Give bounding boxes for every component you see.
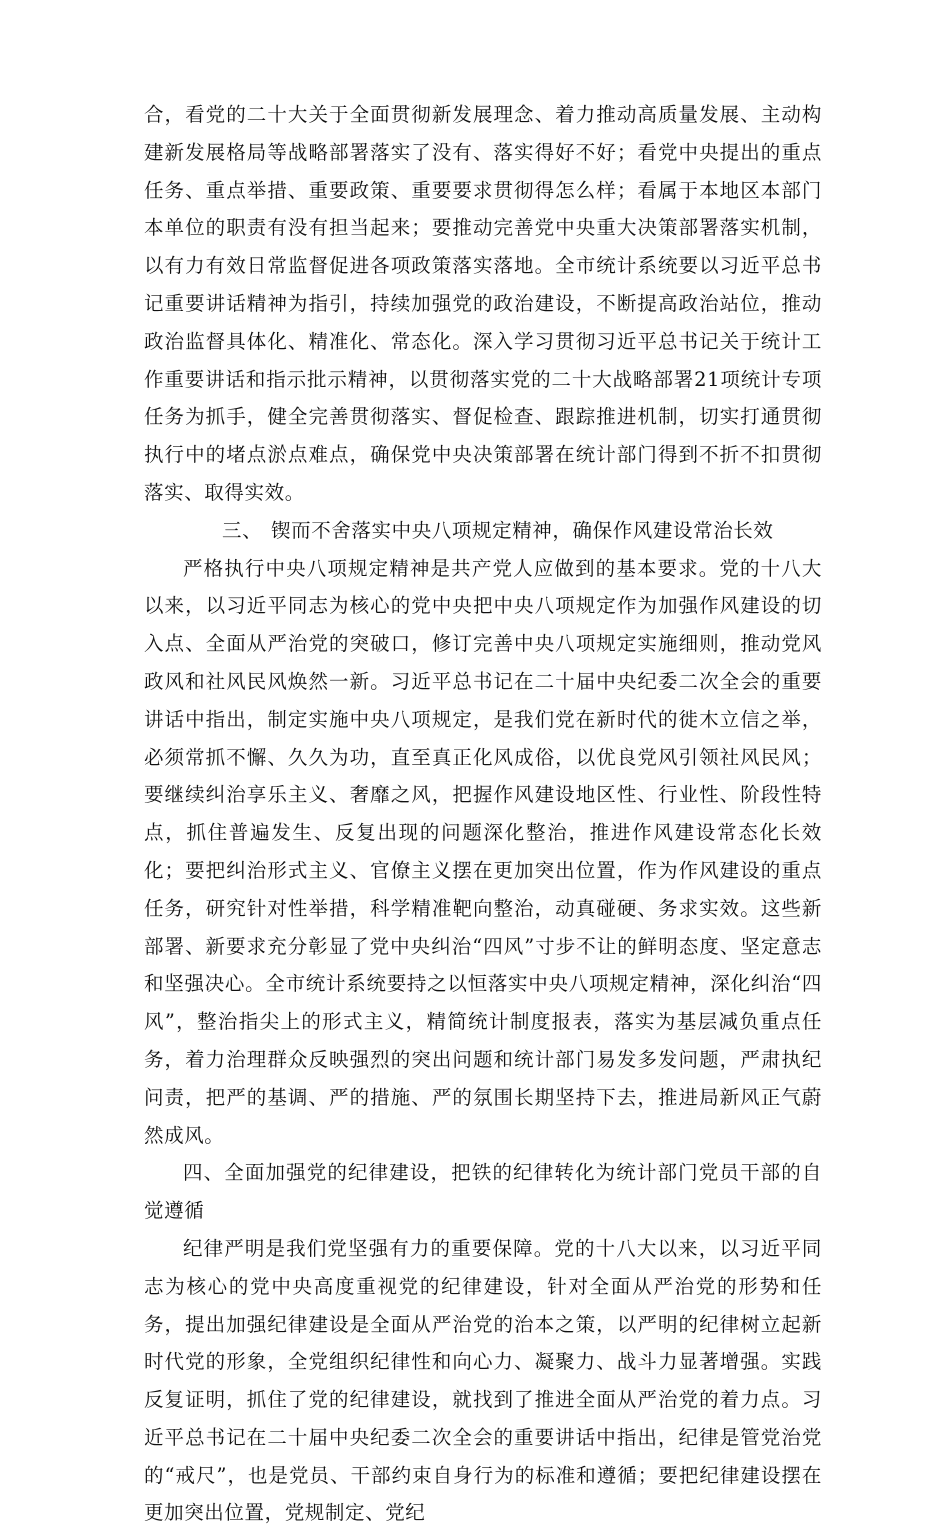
section-title-three: 锲而不舍落实中央八项规定精神，确保作风建设常治长效 bbox=[271, 518, 774, 542]
section-number-three: 三、 bbox=[222, 518, 263, 542]
section-heading-three bbox=[144, 512, 822, 550]
paragraph-party-discipline: 纪律严明是我们党坚强有力的重要保障。党的十八大以来，以习近平同志为核心的党中央高度重视党的纪律建设，针对全面从严治党的形势和任务，提出加强纪律建设是全面从严治党的治本之策，以严明的纪律树立起新时代党的形象，全党组织纪律性和向心力、凝聚力、战斗力显著增强。实践反复证明，抓住了党的纪律建设，就找到了推进全面从严治党的着力点。习近平总书记在二十届中央纪委二次全会的重要讲话中指出，纪律是管党治党的“戒尺”，也是党员、干部约束自身行为的标准和遵循；要把纪律建设摆在更加突出位置，党规制定、党纪 bbox=[144, 1236, 822, 1525]
document-body bbox=[144, 96, 822, 1532]
section-heading-four: 四、全面加强党的纪律建设，把铁的纪律转化为统计部门党员干部的自觉遵循 bbox=[144, 1161, 822, 1223]
paragraph-political-supervision: 合，看党的二十大关于全面贯彻新发展理念、着力推动高质量发展、主动构建新发展格局等战略部署落实了没有、落实得好不好；看党中央提出的重点任务、重点举措、重要政策、重要要求贯彻得怎么样；看属于本地区本部门本单位的职责有没有担当起来；要推动完善党中央重大决策部署落实机制，以有力有效日常监督促进各项政策落实落地。全市统计系统要以习近平总书记重要讲话精神为指引，持续加强党的政治建设，不断提高政治站位，推动政治监督具体化、精准化、常态化。深入学习贯彻习近平总书记关于统计工作重要讲话和指示批示精神，以贯彻落实党的二十大战略部署21项统计专项任务为抓手，健全完善贯彻落实、督促检查、跟踪推进机制，切实打通贯彻执行中的堵点淤点难点，确保党中央决策部署在统计部门得到不折不扣贯彻落实、取得实效。 bbox=[144, 103, 822, 504]
paragraph-eight-point-rules: 严格执行中央八项规定精神是共产党人应做到的基本要求。党的十八大以来，以习近平同志为核心的党中央把中央八项规定作为加强作风建设的切入点、全面从严治党的突破口，修订完善中央八项规定实施细则，推动党风政风和社风民风焕然一新。习近平总书记在二十届中央纪委二次全会的重要讲话中指出，制定实施中央八项规定，是我们党在新时代的徙木立信之举，必须常抓不懈、久久为功，直至真正化风成俗，以优良党风引领社风民风；要继续纠治享乐主义、奢靡之风，把握作风建设地区性、行业性、阶段性特点，抓住普遍发生、反复出现的问题深化整治，推进作风建设常态化长效化；要把纠治形式主义、官僚主义摆在更加突出位置，作为作风建设的重点任务，研究针对性举措，科学精准靶向整治，动真碰硬、务求实效。这些新部署、新要求充分彰显了党中央纠治“四风”寸步不让的鲜明态度、坚定意志和坚强决心。全市统计系统要持之以恒落实中央八项规定精神，深化纠治“四风”，整治指尖上的形式主义，精简统计制度报表，落实为基层减负重点任务，着力治理群众反映强烈的突出问题和统计部门易发多发问题，严肃执纪问责，把严的基调、严的措施、严的氛围长期坚持下去，推进局新风正气蔚然成风。 bbox=[144, 556, 822, 1147]
